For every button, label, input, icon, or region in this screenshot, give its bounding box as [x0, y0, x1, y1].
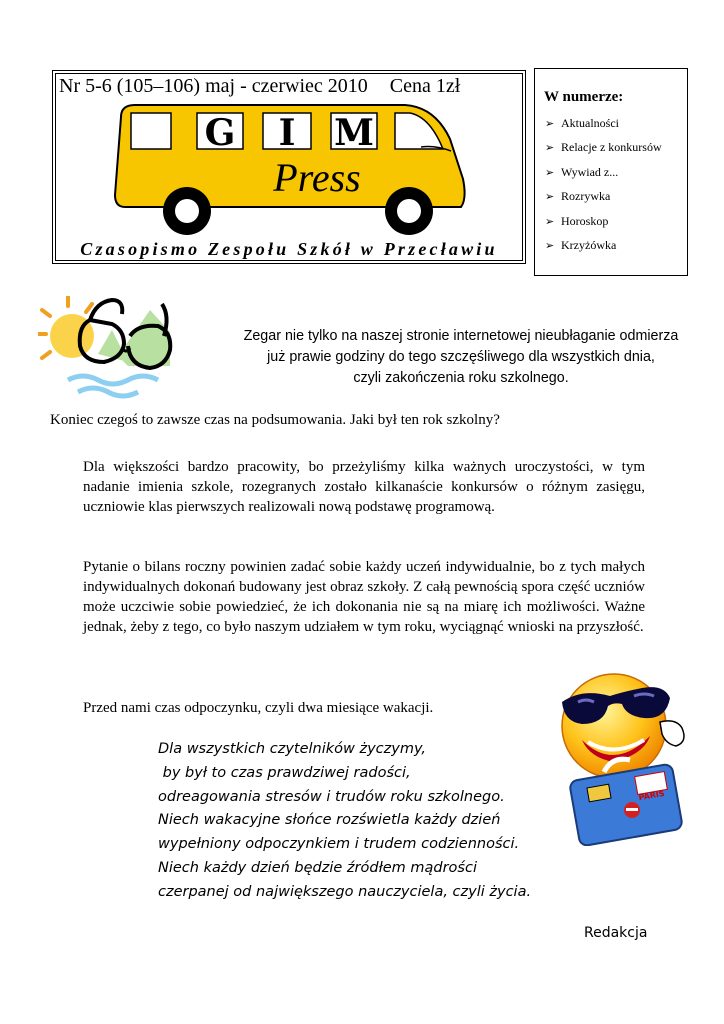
contents-list: [545, 116, 662, 262]
intro-line: czyli zakończenia roku szkolnego.: [353, 370, 569, 386]
logo-letter-m: M: [334, 112, 374, 154]
intro-line: już prawie godziny do tego szczęśliwego dla wszystkich dnia,: [267, 349, 655, 365]
contents-item: [545, 238, 662, 262]
issue-line: [59, 75, 460, 98]
intro-line: Zegar nie tylko na naszej stronie internetowej nieubłaganie odmierza: [243, 328, 679, 344]
paris-sticker: PARIS: [637, 788, 666, 803]
intro-text: [218, 326, 704, 389]
arrow-icon: ➢: [545, 239, 555, 252]
contents-item-label: Wywiad z...: [561, 164, 619, 179]
poem-line: Niech wakacyjne słońce rozświetla każdy dzień: [158, 812, 501, 829]
contents-item-label: Aktualności: [561, 116, 619, 130]
contents-item: [545, 140, 662, 164]
poem-line: odreagowania stresów i trudów roku szkolnego.: [158, 788, 505, 805]
contents-item-label: Krzyżówka: [561, 237, 617, 252]
arrow-icon: ➢: [545, 142, 555, 155]
poem-line: Dla wszystkich czytelników życzymy,: [158, 741, 427, 757]
contents-item-label: Horoskop: [561, 213, 609, 228]
sun-glasses-clipart: [38, 296, 178, 400]
issue-price: Cena 1zł: [389, 75, 461, 97]
arrow-icon: ➢: [545, 215, 555, 228]
signature: Redakcja: [584, 925, 648, 941]
poem-line: wypełniony odpoczynkiem i trudem codzienności.: [158, 836, 520, 853]
paragraph-annual-balance: Pytanie o bilans roczny powinien zadać sobie każdy uczeń indywidualnie, bo z tych małych indywidualnych dokonań budowany jest obraz szkoły. Z całą pewnością spora część uczniów może uczciwie sobie powiedzieć, że ich dokonania nie są na miarę ich możliwości. Ważne jednak, żeby z tego, co było naszym udziałem w tym roku, wyciągnąć wnioski na przyszłość.: [83, 559, 645, 635]
contents-item-label: Relacje z konkursów: [561, 140, 662, 155]
paragraph-holidays: Przed nami czas odpoczynku, czyli dwa miesiące wakacji.: [83, 700, 434, 716]
logo-letter-i: I: [278, 112, 296, 154]
masthead: [52, 70, 526, 264]
smiley-suitcase-clipart: [552, 668, 692, 846]
contents-title: W numerze:: [544, 89, 624, 105]
logo-letter-g: G: [204, 112, 236, 154]
masthead-subtitle: Czasopismo Zespołu Szkół w Przecławiu: [80, 239, 498, 259]
issue-number: Nr 5-6 (105–106) maj - czerwiec 2010: [59, 75, 368, 97]
contents-item-label: Rozrywka: [561, 189, 611, 204]
bus-logo: [105, 99, 475, 239]
arrow-icon: ➢: [545, 166, 555, 179]
contents-box: [534, 68, 688, 276]
poem-line: Niech każdy dzień będzie źródłem mądrości: [158, 859, 477, 876]
contents-item: [545, 116, 662, 140]
contents-item: [545, 189, 662, 213]
contents-item: [545, 214, 662, 238]
wishes-poem: [158, 738, 531, 905]
logo-word-press: Press: [273, 155, 361, 200]
arrow-icon: ➢: [545, 191, 555, 204]
question-line: Koniec czegoś to zawsze czas na podsumowania. Jaki był ten rok szkolny?: [50, 412, 500, 428]
poem-line: by był to czas prawdziwej radości,: [158, 764, 411, 781]
contents-item: [545, 165, 662, 189]
arrow-icon: ➢: [545, 118, 555, 130]
paragraph-year-summary: Dla większości bardzo pracowity, bo przeżyliśmy kilka ważnych uroczystości, w tym nadanie imienia szkole, rozegranych zostało kilkanaście konkursów o różnym zasięgu, uczniowie klas pierwszych realizowali nową podstawę programową.: [83, 459, 645, 515]
poem-line: czerpanej od największego nauczyciela, czyli życia.: [158, 883, 532, 900]
